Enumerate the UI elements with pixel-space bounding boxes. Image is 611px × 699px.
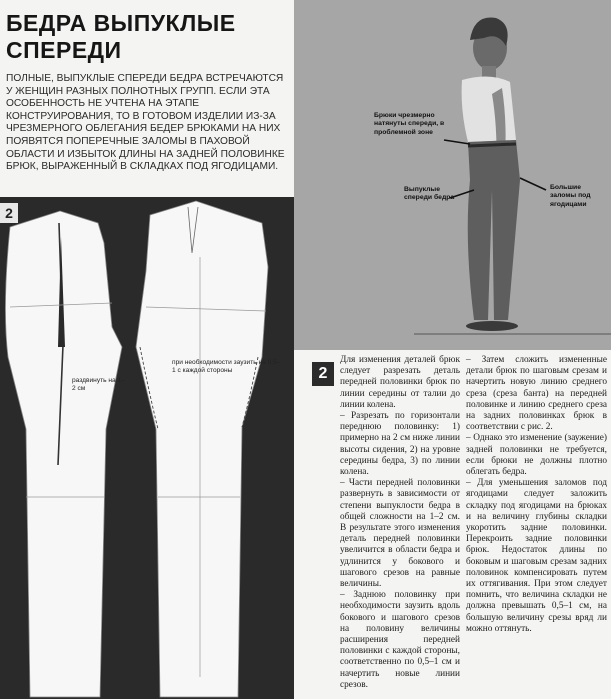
pattern-drafts-panel — [0, 197, 294, 699]
figure-number-badge: 2 — [0, 203, 18, 223]
figure-top — [462, 76, 516, 142]
text-column-1 — [340, 355, 460, 691]
page-title — [6, 10, 286, 64]
text-column-2 — [466, 355, 607, 635]
figure-belt — [468, 144, 516, 146]
front-pattern-piece — [5, 211, 122, 697]
text-col2-para-1: – Затем сложить измененные детали брюк по шаговым срезам и начертить новую линию среднего среза (среза банта) на передней половинке и линию среднего среза на задних половинках брюк в соответствии с рис. 2. — [466, 355, 607, 433]
text-col1-para-3: – Части передней половинки развернуть в зависимости от степени выпуклости бедра в общей сложности на 1–2 см. В результате этого изменения деталь передней половинки увеличится в области бедра и удлинится у бокового и шагового срезов на равные величины. — [340, 478, 460, 590]
text-col1-para-4: – Заднюю половинку при необходимости заузить вдоль бокового и шагового срезов на половину величины расширения передней половинки с каждой стороны, соответственно по 0,5–1 см и начертить новые линии срезов. — [340, 590, 460, 690]
figure-trousers — [468, 140, 520, 320]
tight-front-label: Брюки чрезмерно натянуты спереди, в проблемной зоне — [374, 112, 445, 136]
arrow-folds — [520, 178, 546, 190]
buttock-folds-label: Большие заломы под ягодицами — [550, 184, 591, 208]
figure-photo-panel — [294, 0, 611, 350]
text-col2-para-3: – Для уменьшения заломов под ягодицами следует заложить складку под ягодицами на брюках и на величину глубины складки укоротить задние половинки. Перекроить задние половинки брюк. Недостаток длины по боковым и шаговым срезам задних половинок компенсировать путем их оттягивания. При этом следует помнить, что величина складки не должна превышать 0,5–1 см, на большую величину срезы вряд ли можно оттянуть. — [466, 478, 607, 634]
intro-text: ПОЛНЫЕ, ВЫПУКЛЫЕ СПЕРЕДИ БЕДРА ВСТРЕЧАЮТСЯ У ЖЕНЩИН РАЗНЫХ ПОЛНОТНЫХ ГРУПП. ЕСЛИ ЭТА ОСОБЕННОСТЬ НЕ УЧТЕНА НА ЭТАПЕ КОНСТРУИРОВАНИЯ, ТО В ГОТОВОМ ИЗДЕЛИИ ИЗ-ЗА ЧРЕЗМЕРНОГО ОБЛЕГАНИЯ БЕДЕР БРЮКАМИ НА НИХ ПОЯВЯТСЯ ПОПЕРЕЧНЫЕ ЗАЛОМЫ В ПАХОВОЙ ОБЛАСТИ И ИЗБЫТОК ДЛИНЫ НА ЗАДНЕЙ ПОЛОВИНКЕ БРЮК, ВЫРАЖЕННЫЙ В СКЛАДКАХ ПОД ЯГОДИЦАМИ. — [6, 73, 285, 173]
pattern-drafts-drawing — [0, 197, 294, 699]
text-col2-para-2: – Однако это изменение (заужение) задней половинки не требуется, если брюки не должны плотно облегать бедра. — [466, 433, 607, 478]
arrow-tight — [444, 140, 470, 144]
figure-neck — [482, 66, 496, 78]
figure-shoes — [466, 321, 518, 331]
front-spread-label: раздвинуть на 1–2 см — [72, 377, 125, 392]
text-section-badge: 2 — [312, 362, 334, 386]
title-line-2: СПЕРЕДИ — [6, 37, 122, 63]
convex-hips-label: Выпуклые спереди бедра — [404, 186, 455, 202]
figure-photo — [294, 0, 611, 350]
text-col1-para-1: Для изменения деталей брюк следует разрезать деталь передней половинки брюк по линии середины от талии до линии колена. — [340, 355, 460, 410]
text-col1-para-2: – Разрезать по горизонтали переднюю половинку: 1) примерно на 2 см ниже линии высоты сидения, 2) на уровне середины бедра, 3) по линии колена. — [340, 411, 460, 478]
title-line-1: БЕДРА ВЫПУКЛЫЕ — [6, 10, 236, 36]
back-pattern-piece — [136, 201, 268, 697]
back-narrow-label: при необходимости заузить на 0,5–1 с каждой стороны — [172, 359, 281, 374]
